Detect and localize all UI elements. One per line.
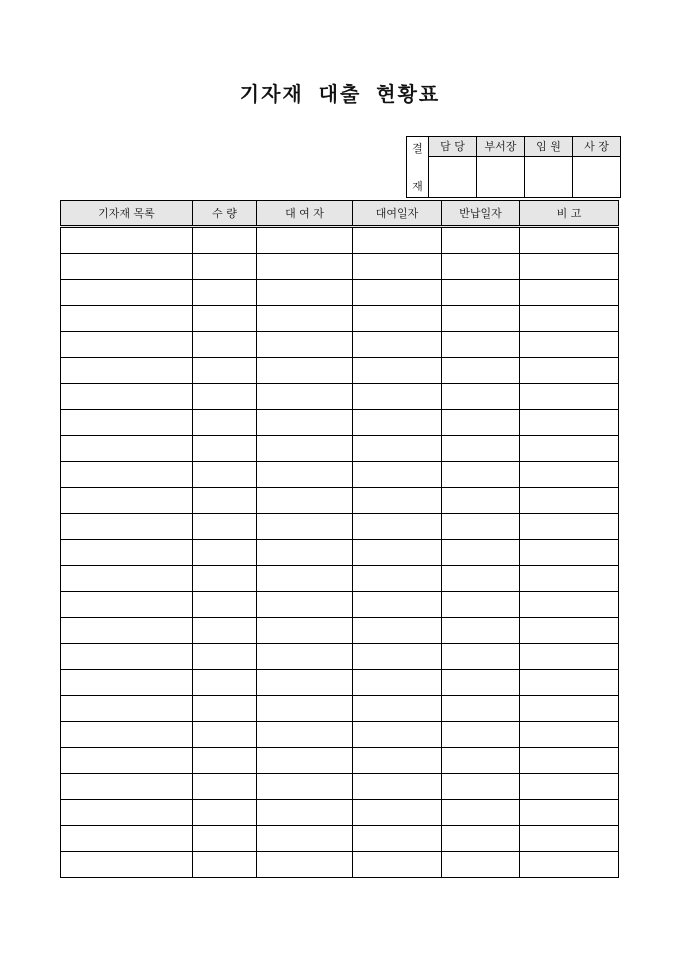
cell-quantity[interactable] bbox=[193, 332, 257, 358]
cell-borrower[interactable] bbox=[257, 748, 353, 774]
cell-remarks[interactable] bbox=[520, 800, 619, 826]
cell-loan-date[interactable] bbox=[353, 670, 442, 696]
approval-sign-staff[interactable] bbox=[429, 156, 477, 197]
table-row bbox=[61, 774, 619, 800]
cell-loan-date[interactable] bbox=[353, 748, 442, 774]
cell-loan-date[interactable] bbox=[353, 306, 442, 332]
cell-borrower[interactable] bbox=[257, 358, 353, 384]
cell-return-date[interactable] bbox=[442, 514, 520, 540]
cell-quantity[interactable] bbox=[193, 618, 257, 644]
cell-borrower[interactable] bbox=[257, 592, 353, 618]
approval-box bbox=[406, 136, 621, 198]
cell-equipment[interactable] bbox=[61, 670, 193, 696]
cell-return-date[interactable] bbox=[442, 384, 520, 410]
cell-quantity[interactable] bbox=[193, 644, 257, 670]
table-row bbox=[61, 644, 619, 670]
cell-remarks[interactable] bbox=[520, 514, 619, 540]
cell-remarks[interactable] bbox=[520, 852, 619, 878]
cell-equipment[interactable] bbox=[61, 540, 193, 566]
cell-return-date[interactable] bbox=[442, 280, 520, 306]
cell-return-date[interactable] bbox=[442, 618, 520, 644]
cell-return-date[interactable] bbox=[442, 488, 520, 514]
column-header-borrower: 대 여 자 bbox=[257, 201, 353, 227]
table-row bbox=[61, 254, 619, 280]
table-row bbox=[61, 748, 619, 774]
cell-loan-date[interactable] bbox=[353, 280, 442, 306]
cell-quantity[interactable] bbox=[193, 514, 257, 540]
approval-header-executive: 임 원 bbox=[525, 137, 573, 157]
cell-return-date[interactable] bbox=[442, 592, 520, 618]
cell-return-date[interactable] bbox=[442, 826, 520, 852]
table-row bbox=[61, 800, 619, 826]
cell-loan-date[interactable] bbox=[353, 514, 442, 540]
cell-equipment[interactable] bbox=[61, 566, 193, 592]
table-row bbox=[61, 358, 619, 384]
cell-quantity[interactable] bbox=[193, 488, 257, 514]
cell-loan-date[interactable] bbox=[353, 826, 442, 852]
cell-return-date[interactable] bbox=[442, 800, 520, 826]
cell-remarks[interactable] bbox=[520, 332, 619, 358]
cell-return-date[interactable] bbox=[442, 722, 520, 748]
cell-loan-date[interactable] bbox=[353, 696, 442, 722]
cell-borrower[interactable] bbox=[257, 306, 353, 332]
cell-quantity[interactable] bbox=[193, 670, 257, 696]
cell-equipment[interactable] bbox=[61, 644, 193, 670]
cell-return-date[interactable] bbox=[442, 670, 520, 696]
cell-quantity[interactable] bbox=[193, 358, 257, 384]
cell-return-date[interactable] bbox=[442, 436, 520, 462]
cell-equipment[interactable] bbox=[61, 436, 193, 462]
cell-borrower[interactable] bbox=[257, 462, 353, 488]
cell-quantity[interactable] bbox=[193, 306, 257, 332]
cell-borrower[interactable] bbox=[257, 280, 353, 306]
cell-equipment[interactable] bbox=[61, 358, 193, 384]
cell-equipment[interactable] bbox=[61, 410, 193, 436]
cell-remarks[interactable] bbox=[520, 227, 619, 254]
cell-equipment[interactable] bbox=[61, 722, 193, 748]
cell-loan-date[interactable] bbox=[353, 254, 442, 280]
cell-quantity[interactable] bbox=[193, 852, 257, 878]
table-row bbox=[61, 618, 619, 644]
cell-loan-date[interactable] bbox=[353, 592, 442, 618]
cell-quantity[interactable] bbox=[193, 748, 257, 774]
table-row bbox=[61, 280, 619, 306]
table-row bbox=[61, 227, 619, 254]
cell-equipment[interactable] bbox=[61, 592, 193, 618]
cell-loan-date[interactable] bbox=[353, 566, 442, 592]
table-row bbox=[61, 826, 619, 852]
table-row bbox=[61, 592, 619, 618]
cell-return-date[interactable] bbox=[442, 566, 520, 592]
cell-equipment[interactable] bbox=[61, 800, 193, 826]
cell-loan-date[interactable] bbox=[353, 358, 442, 384]
cell-borrower[interactable] bbox=[257, 384, 353, 410]
cell-loan-date[interactable] bbox=[353, 462, 442, 488]
cell-borrower[interactable] bbox=[257, 618, 353, 644]
cell-remarks[interactable] bbox=[520, 722, 619, 748]
cell-remarks[interactable] bbox=[520, 696, 619, 722]
table-row bbox=[61, 670, 619, 696]
cell-quantity[interactable] bbox=[193, 722, 257, 748]
cell-quantity[interactable] bbox=[193, 410, 257, 436]
table-row bbox=[61, 540, 619, 566]
approval-header-president: 사 장 bbox=[573, 137, 621, 157]
column-header-equipment: 기자재 목록 bbox=[61, 201, 193, 227]
cell-loan-date[interactable] bbox=[353, 644, 442, 670]
cell-remarks[interactable] bbox=[520, 566, 619, 592]
cell-return-date[interactable] bbox=[442, 410, 520, 436]
column-header-remarks: 비 고 bbox=[520, 201, 619, 227]
cell-loan-date[interactable] bbox=[353, 774, 442, 800]
cell-quantity[interactable] bbox=[193, 436, 257, 462]
approval-label-top: 결 bbox=[407, 137, 429, 157]
table-row bbox=[61, 384, 619, 410]
cell-loan-date[interactable] bbox=[353, 722, 442, 748]
table-row bbox=[61, 696, 619, 722]
cell-remarks[interactable] bbox=[520, 254, 619, 280]
cell-remarks[interactable] bbox=[520, 540, 619, 566]
cell-remarks[interactable] bbox=[520, 618, 619, 644]
table-row bbox=[61, 462, 619, 488]
cell-quantity[interactable] bbox=[193, 800, 257, 826]
cell-borrower[interactable] bbox=[257, 800, 353, 826]
approval-sign-manager[interactable] bbox=[477, 156, 525, 197]
cell-loan-date[interactable] bbox=[353, 800, 442, 826]
cell-equipment[interactable] bbox=[61, 280, 193, 306]
cell-borrower[interactable] bbox=[257, 774, 353, 800]
table-row bbox=[61, 306, 619, 332]
cell-borrower[interactable] bbox=[257, 566, 353, 592]
cell-equipment[interactable] bbox=[61, 696, 193, 722]
cell-return-date[interactable] bbox=[442, 227, 520, 254]
cell-loan-date[interactable] bbox=[353, 332, 442, 358]
cell-loan-date[interactable] bbox=[353, 436, 442, 462]
cell-borrower[interactable] bbox=[257, 852, 353, 878]
cell-return-date[interactable] bbox=[442, 254, 520, 280]
cell-borrower[interactable] bbox=[257, 696, 353, 722]
cell-quantity[interactable] bbox=[193, 774, 257, 800]
table-row bbox=[61, 566, 619, 592]
table-row bbox=[61, 436, 619, 462]
cell-loan-date[interactable] bbox=[353, 384, 442, 410]
cell-loan-date[interactable] bbox=[353, 488, 442, 514]
cell-borrower[interactable] bbox=[257, 514, 353, 540]
cell-remarks[interactable] bbox=[520, 488, 619, 514]
cell-borrower[interactable] bbox=[257, 254, 353, 280]
cell-borrower[interactable] bbox=[257, 644, 353, 670]
cell-equipment[interactable] bbox=[61, 514, 193, 540]
cell-equipment[interactable] bbox=[61, 774, 193, 800]
column-header-quantity: 수 량 bbox=[193, 201, 257, 227]
cell-remarks[interactable] bbox=[520, 592, 619, 618]
cell-equipment[interactable] bbox=[61, 488, 193, 514]
cell-return-date[interactable] bbox=[442, 358, 520, 384]
cell-equipment[interactable] bbox=[61, 748, 193, 774]
cell-return-date[interactable] bbox=[442, 748, 520, 774]
approval-sign-president[interactable] bbox=[573, 156, 621, 197]
equipment-loan-table bbox=[60, 200, 619, 878]
cell-quantity[interactable] bbox=[193, 227, 257, 254]
cell-quantity[interactable] bbox=[193, 280, 257, 306]
cell-return-date[interactable] bbox=[442, 540, 520, 566]
cell-remarks[interactable] bbox=[520, 670, 619, 696]
cell-return-date[interactable] bbox=[442, 306, 520, 332]
cell-borrower[interactable] bbox=[257, 488, 353, 514]
cell-remarks[interactable] bbox=[520, 644, 619, 670]
cell-borrower[interactable] bbox=[257, 332, 353, 358]
table-row bbox=[61, 488, 619, 514]
table-header-row bbox=[61, 201, 619, 227]
cell-equipment[interactable] bbox=[61, 384, 193, 410]
cell-return-date[interactable] bbox=[442, 696, 520, 722]
cell-remarks[interactable] bbox=[520, 462, 619, 488]
table-row bbox=[61, 410, 619, 436]
table-row bbox=[61, 332, 619, 358]
cell-quantity[interactable] bbox=[193, 566, 257, 592]
page-title: 기자재 대출 현황표 bbox=[239, 82, 441, 106]
cell-equipment[interactable] bbox=[61, 306, 193, 332]
cell-quantity[interactable] bbox=[193, 696, 257, 722]
table-row bbox=[61, 852, 619, 878]
approval-label-bottom: 재 bbox=[407, 156, 429, 197]
cell-borrower[interactable] bbox=[257, 826, 353, 852]
cell-remarks[interactable] bbox=[520, 358, 619, 384]
cell-loan-date[interactable] bbox=[353, 227, 442, 254]
cell-remarks[interactable] bbox=[520, 826, 619, 852]
cell-remarks[interactable] bbox=[520, 410, 619, 436]
cell-borrower[interactable] bbox=[257, 227, 353, 254]
cell-quantity[interactable] bbox=[193, 462, 257, 488]
cell-equipment[interactable] bbox=[61, 618, 193, 644]
cell-equipment[interactable] bbox=[61, 332, 193, 358]
table-row bbox=[61, 514, 619, 540]
cell-borrower[interactable] bbox=[257, 436, 353, 462]
cell-borrower[interactable] bbox=[257, 540, 353, 566]
cell-return-date[interactable] bbox=[442, 462, 520, 488]
cell-loan-date[interactable] bbox=[353, 852, 442, 878]
cell-return-date[interactable] bbox=[442, 852, 520, 878]
cell-quantity[interactable] bbox=[193, 254, 257, 280]
cell-equipment[interactable] bbox=[61, 227, 193, 254]
cell-return-date[interactable] bbox=[442, 644, 520, 670]
column-header-return-date: 반납일자 bbox=[442, 201, 520, 227]
approval-sign-executive[interactable] bbox=[525, 156, 573, 197]
cell-equipment[interactable] bbox=[61, 462, 193, 488]
cell-equipment[interactable] bbox=[61, 826, 193, 852]
cell-quantity[interactable] bbox=[193, 540, 257, 566]
cell-quantity[interactable] bbox=[193, 384, 257, 410]
approval-header-staff: 담 당 bbox=[429, 137, 477, 157]
cell-remarks[interactable] bbox=[520, 748, 619, 774]
approval-header-manager: 부서장 bbox=[477, 137, 525, 157]
cell-borrower[interactable] bbox=[257, 722, 353, 748]
cell-remarks[interactable] bbox=[520, 280, 619, 306]
cell-equipment[interactable] bbox=[61, 254, 193, 280]
cell-loan-date[interactable] bbox=[353, 540, 442, 566]
cell-equipment[interactable] bbox=[61, 852, 193, 878]
cell-remarks[interactable] bbox=[520, 436, 619, 462]
cell-borrower[interactable] bbox=[257, 410, 353, 436]
table-row bbox=[61, 722, 619, 748]
cell-loan-date[interactable] bbox=[353, 618, 442, 644]
cell-return-date[interactable] bbox=[442, 774, 520, 800]
cell-loan-date[interactable] bbox=[353, 410, 442, 436]
cell-borrower[interactable] bbox=[257, 670, 353, 696]
cell-quantity[interactable] bbox=[193, 826, 257, 852]
cell-return-date[interactable] bbox=[442, 332, 520, 358]
cell-remarks[interactable] bbox=[520, 774, 619, 800]
cell-remarks[interactable] bbox=[520, 384, 619, 410]
column-header-loan-date: 대여일자 bbox=[353, 201, 442, 227]
cell-remarks[interactable] bbox=[520, 306, 619, 332]
cell-quantity[interactable] bbox=[193, 592, 257, 618]
